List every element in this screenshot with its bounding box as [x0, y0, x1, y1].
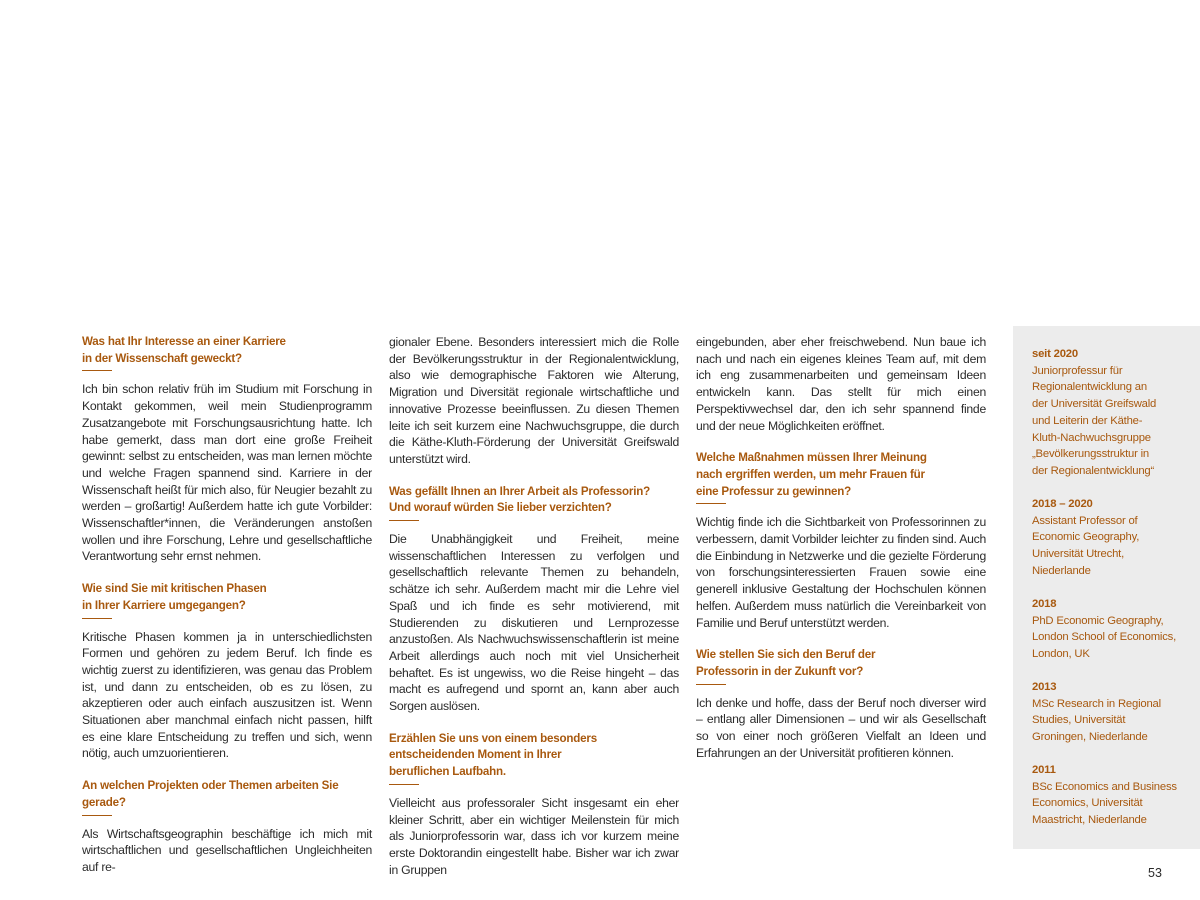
answer-paragraph-2: Kritische Phasen kommen ja in unterschiedlichsten Formen und gehören zu jedem Beruf. Ich finde es wichtig zuerst zu identifizieren, was genau das Problem ist, und dann zu entscheiden, ob es zu lösen, zu akzeptieren oder auch einfach auszusitzen ist. Wenn Situationen aber manchmal einfach nicht passen, hilft es eine klare Entscheidung zu treffen und sich, wenn nötig, auch umzuorientieren. — [82, 629, 372, 761]
cv-year: 2018 – 2020 — [1032, 498, 1093, 510]
cv-line: der Universität Greifswald — [1032, 398, 1157, 411]
cv-line: MSc Research in Regional — [1032, 697, 1161, 710]
answer-paragraph-4: Die Unabhängigkeit und Freiheit, meine wissenschaftlichen Interessen zu verfolgen und gesellschaftlich relevante Themen zu behandeln, schätze ich sehr. Außerdem macht mir die Lehre viel Spaß und ich finde es sehr motivierend, mit Studierenden zu diskutieren und Lernprozesse anzustoßen. Als Nachwuchswissenschaftlerin ist meine Arbeit allerdings auch noch mit viel Unsicherheit behaftet. Es ist ungewiss, wo die Reise hingeht – das macht es aufregend und spornt an, kann aber auch Sorgen auslösen. — [389, 532, 679, 714]
cv-line: der Regionalentwicklung“ — [1032, 464, 1155, 477]
question-heading-1 — [82, 334, 372, 367]
question-line: Welche Maßnahmen müssen Ihrer Meinung — [696, 451, 927, 465]
text-column-1 — [82, 334, 372, 892]
cv-year: 2013 — [1032, 681, 1057, 693]
question-rule — [82, 370, 112, 371]
question-rule — [696, 503, 726, 504]
cv-line: Kluth-Nachwuchsgruppe — [1032, 431, 1151, 444]
question-line: in der Wissenschaft geweckt? — [82, 351, 242, 365]
page-number: 53 — [1148, 866, 1162, 880]
cv-line: London School of Economics, — [1032, 631, 1177, 644]
question-line: in Ihrer Karriere umgegangen? — [82, 598, 246, 612]
answer-paragraph-6: Wichtig finde ich die Sichtbarkeit von Professorinnen zu verbessern, damit Vorbilder leichter zu finden sind. Auch die Einbindung in Netzwerke und die gezielte Förderung von forschungsinteressierten Frauen sowie eine generell inklusive Gestaltung der Hochschulen können helfen. Außerdem muss natürlich die Vereinbarkeit von Familie und Beruf unterstützt werden. — [696, 515, 986, 630]
text-column-2 — [389, 334, 679, 894]
question-heading-4 — [389, 484, 679, 517]
question-line: entscheidenden Moment in Ihrer — [389, 748, 562, 762]
question-heading-6 — [696, 450, 986, 500]
answer-paragraph-5-continued: eingebunden, aber eher freischwebend. Nun baue ich nach und nach ein eigenes kleines Team auf, mit dem ich eng zusammenarbeiten und gemeinsam Ideen entwickeln kann. Das stellt für mich einen Perspektivwechsel dar, den ich sehr spannend finde und der neue Möglichkeiten eröffnet. — [696, 335, 986, 433]
text-column-3 — [696, 334, 986, 777]
cv-entry — [1032, 679, 1192, 746]
cv-entry — [1032, 596, 1192, 663]
question-rule — [696, 684, 726, 685]
cv-entry — [1032, 496, 1192, 580]
cv-line: und Leiterin der Käthe- — [1032, 414, 1143, 427]
cv-line: Juniorprofessur für — [1032, 364, 1123, 377]
question-rule — [82, 815, 112, 816]
blank-image-area — [0, 0, 1200, 320]
question-heading-7 — [696, 647, 986, 680]
question-line: Wie stellen Sie sich den Beruf der — [696, 648, 876, 662]
cv-line: BSc Economics and Business — [1032, 780, 1177, 793]
question-line: An welchen Projekten oder Themen arbeiten Sie gerade? — [82, 779, 339, 809]
cv-entry — [1032, 346, 1192, 480]
question-line: Professorin in der Zukunft vor? — [696, 664, 864, 678]
cv-line: Economics, Universität — [1032, 797, 1143, 810]
cv-line: London, UK — [1032, 648, 1090, 661]
answer-paragraph-7: Ich denke und hoffe, dass der Beruf noch diverser wird – entlang aller Dimensionen – und wir als Gesellschaft so von einer noch größeren Vielfalt an Ideen und Erfahrungen an der Universität profitieren können. — [696, 695, 986, 760]
question-line: eine Professur zu gewinnen? — [696, 484, 852, 498]
cv-entry — [1032, 762, 1192, 829]
question-line: Was hat Ihr Interesse an einer Karriere — [82, 335, 286, 348]
question-rule — [389, 784, 419, 785]
question-heading-3 — [82, 778, 372, 811]
question-line: Wie sind Sie mit kritischen Phasen — [82, 582, 267, 596]
question-rule — [82, 618, 112, 619]
answer-paragraph-3: Als Wirtschaftsgeographin beschäftige ich mich mit wirtschaftlichen und gesellschaftlichen Ungleichheiten auf re- — [82, 826, 372, 874]
question-line: Was gefällt Ihnen an Ihrer Arbeit als Professorin? — [389, 484, 651, 498]
cv-line: Assistant Professor of — [1032, 514, 1138, 527]
question-heading-5 — [389, 731, 679, 781]
question-line: beruflichen Laufbahn. — [389, 765, 506, 779]
cv-line: Regionalentwicklung an — [1032, 381, 1147, 394]
cv-line: Economic Geography, — [1032, 531, 1140, 544]
cv-year: 2018 — [1032, 598, 1057, 610]
cv-year: 2011 — [1032, 764, 1056, 776]
cv-line: Groningen, Niederlande — [1032, 731, 1148, 744]
question-heading-2 — [82, 581, 372, 614]
question-line: Und worauf würden Sie lieber verzichten? — [389, 501, 612, 515]
cv-line: „Bevölkerungsstruktur in — [1032, 448, 1150, 461]
answer-paragraph-1: Ich bin schon relativ früh im Studium mit Forschung in Kontakt gekommen, weil mein Studienprogramm Zusatzangebote mit Forschungsausrichtung hatte. Ich habe gemerkt, dass man dort eine große Freiheit gewinnt: selbst zu entscheiden, was man lernen möchte und welche Fragen spannend sind. Karriere in der Wissenschaft heißt für mich also, für Neugier bezahlt zu werden – großartig! Außerdem hatte ich gute Vorbilder: Wissenschaftler*innen, die Veränderungen anstoßen wollen und ihre Forschung, Lehre und gesellschaftliche Verantwortung sehr ernst nehmen. — [82, 382, 372, 564]
answer-paragraph-5: Vielleicht aus professoraler Sicht insgesamt ein eher kleiner Schritt, aber ein wichtiger Meilenstein für mich als Juniorprofessorin war, dass ich vor kurzem meine erste Doktorandin eingestellt habe. Bisher war ich zwar in Gruppen — [389, 795, 679, 877]
cv-line: PhD Economic Geography, — [1032, 614, 1164, 627]
answer-paragraph-3-continued: gionaler Ebene. Besonders interessiert mich die Rolle der Bevölkerungsstruktur in der Regionalentwicklung, also wie demographische Faktoren wie Alterung, Migration und Diversität regionale wirtschaftliche und innovative Prozesse beeinflussen. Zu diesen Themen leite ich seit kurzem eine Nachwuchsgruppe, die durch die Käthe-Kluth-Förderung der Universität Greifswald unterstützt wird. — [389, 335, 679, 466]
cv-line: Studies, Universität — [1032, 714, 1126, 727]
question-line: nach ergriffen werden, um mehr Frauen für — [696, 467, 925, 481]
question-line: Erzählen Sie uns von einem besonders — [389, 731, 597, 745]
cv-line: Universität Utrecht, — [1032, 548, 1125, 561]
cv-year: seit 2020 — [1032, 348, 1078, 360]
cv-line: Niederlande — [1032, 564, 1091, 577]
cv-line: Maastricht, Niederlande — [1032, 814, 1147, 827]
cv-sidebar — [1013, 326, 1200, 849]
question-rule — [389, 520, 419, 521]
